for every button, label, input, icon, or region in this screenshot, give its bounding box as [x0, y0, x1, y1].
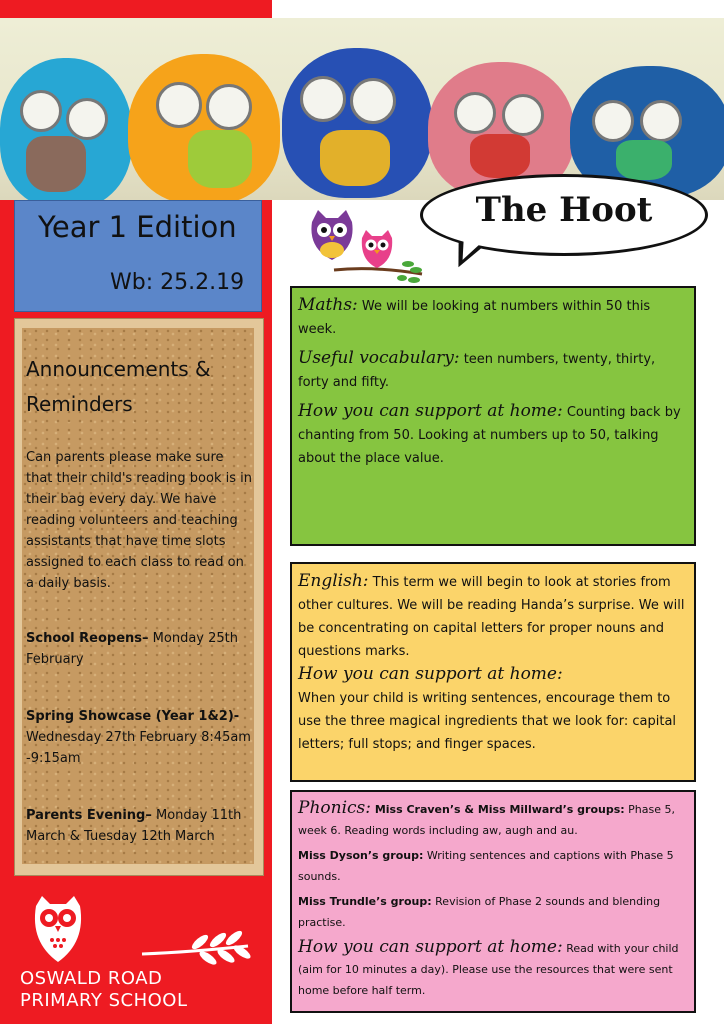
phonics-support [298, 937, 686, 1001]
owl-belly [26, 136, 86, 192]
owl-eye [592, 100, 634, 142]
school-name-line1: OSWALD ROAD [20, 968, 163, 989]
maths-heading: Maths: [298, 295, 358, 315]
owl-eye [156, 82, 202, 128]
phonics-group [298, 845, 686, 887]
group-label: Miss Dyson’s group: [298, 849, 424, 862]
owl-belly [188, 130, 252, 188]
owl-eye [502, 94, 544, 136]
maths-support [298, 400, 686, 470]
owl-belly [470, 134, 530, 178]
announcement-label: Spring Showcase (Year 1&2)- [26, 709, 240, 724]
announcement-label: Parents Evening– [26, 808, 152, 823]
announcements-body: Can parents please make sure that their child's reading book is in their bag every day. We have reading volunteers and teaching assistants that have time slots assigned to each class to read on a daily basis. [26, 450, 252, 591]
group-label: Miss Trundle’s group: [298, 895, 432, 908]
maths-intro [298, 294, 686, 341]
newsletter-title: The Hoot [475, 190, 653, 230]
phonics-group [298, 891, 686, 933]
announcements-title: Announcements & Reminders [26, 357, 211, 416]
english-section [290, 562, 696, 782]
owl-eye [66, 98, 108, 140]
owl-belly [320, 130, 390, 186]
announcement-item [26, 805, 254, 847]
phonics-section [290, 790, 696, 1013]
phonics-heading: Phonics: [298, 798, 371, 818]
owls-on-branch-icon [304, 208, 428, 284]
vocab-text: teen numbers, twenty, thirty, forty and fifty. [298, 352, 656, 390]
owl-eye [640, 100, 682, 142]
announcement-item [26, 706, 254, 769]
english-heading: English: [298, 571, 369, 591]
announcement-item [26, 628, 254, 670]
announcement-text: Monday 11th March & Tuesday 12th March [26, 808, 242, 844]
owl-eye [206, 84, 252, 130]
owl-eye [300, 76, 346, 122]
top-strip [272, 0, 724, 18]
edition-week: Wb: 25.2.19 [110, 270, 245, 295]
school-owl-logo-icon [22, 896, 252, 970]
english-intro-text: This term we will begin to look at stories from other cultures. We will be reading Handa’s surprise. We will be concentrating on capital letters for proper nouns and questions marks. [298, 575, 685, 659]
maths-section [290, 286, 696, 546]
group-text: Writing sentences and captions with Phase 5 sounds. [298, 849, 674, 883]
vocab-heading: Useful vocabulary: [298, 348, 460, 368]
maths-vocabulary [298, 347, 686, 394]
english-intro [298, 570, 686, 663]
owl-eye [20, 90, 62, 132]
english-support-heading-line [298, 663, 686, 687]
support-heading: How you can support at home: [298, 937, 563, 957]
edition-title: Year 1 Edition [38, 210, 237, 244]
group-label: Miss Craven’s & Miss Millward’s groups: [370, 803, 625, 816]
school-name-line2: PRIMARY SCHOOL [20, 990, 188, 1011]
english-support: When your child is writing sentences, encourage them to use the three magical ingredients that we look for: capital letters; full stops; and finger spaces. [298, 691, 677, 752]
group-text: Revision of Phase 2 sounds and blending practise. [298, 895, 661, 929]
announcement-label: School Reopens– [26, 631, 149, 646]
maths-intro-text: We will be looking at numbers within 50 this week. [298, 299, 651, 337]
owl-eye [350, 78, 396, 124]
group-text: Phase 5, week 6. Reading words including aw, augh and au. [298, 803, 676, 837]
support-text: Counting back by chanting from 50. Looking at numbers up to 50, talking about the place value. [298, 405, 681, 466]
support-heading: How you can support at home: [298, 401, 563, 421]
owl-banner-image [0, 18, 724, 200]
owl-eye [454, 92, 496, 134]
support-heading: How you can support at home: [298, 664, 563, 684]
support-text: Read with your child (aim for 10 minutes a day). Please use the resources that were sent home before half term. [298, 942, 679, 997]
phonics-group [298, 798, 686, 841]
announcement-text: Wednesday 27th February 8:45am -9:15am [26, 730, 251, 766]
owl-belly [616, 140, 672, 180]
announcement-text: Monday 25th February [26, 631, 239, 667]
